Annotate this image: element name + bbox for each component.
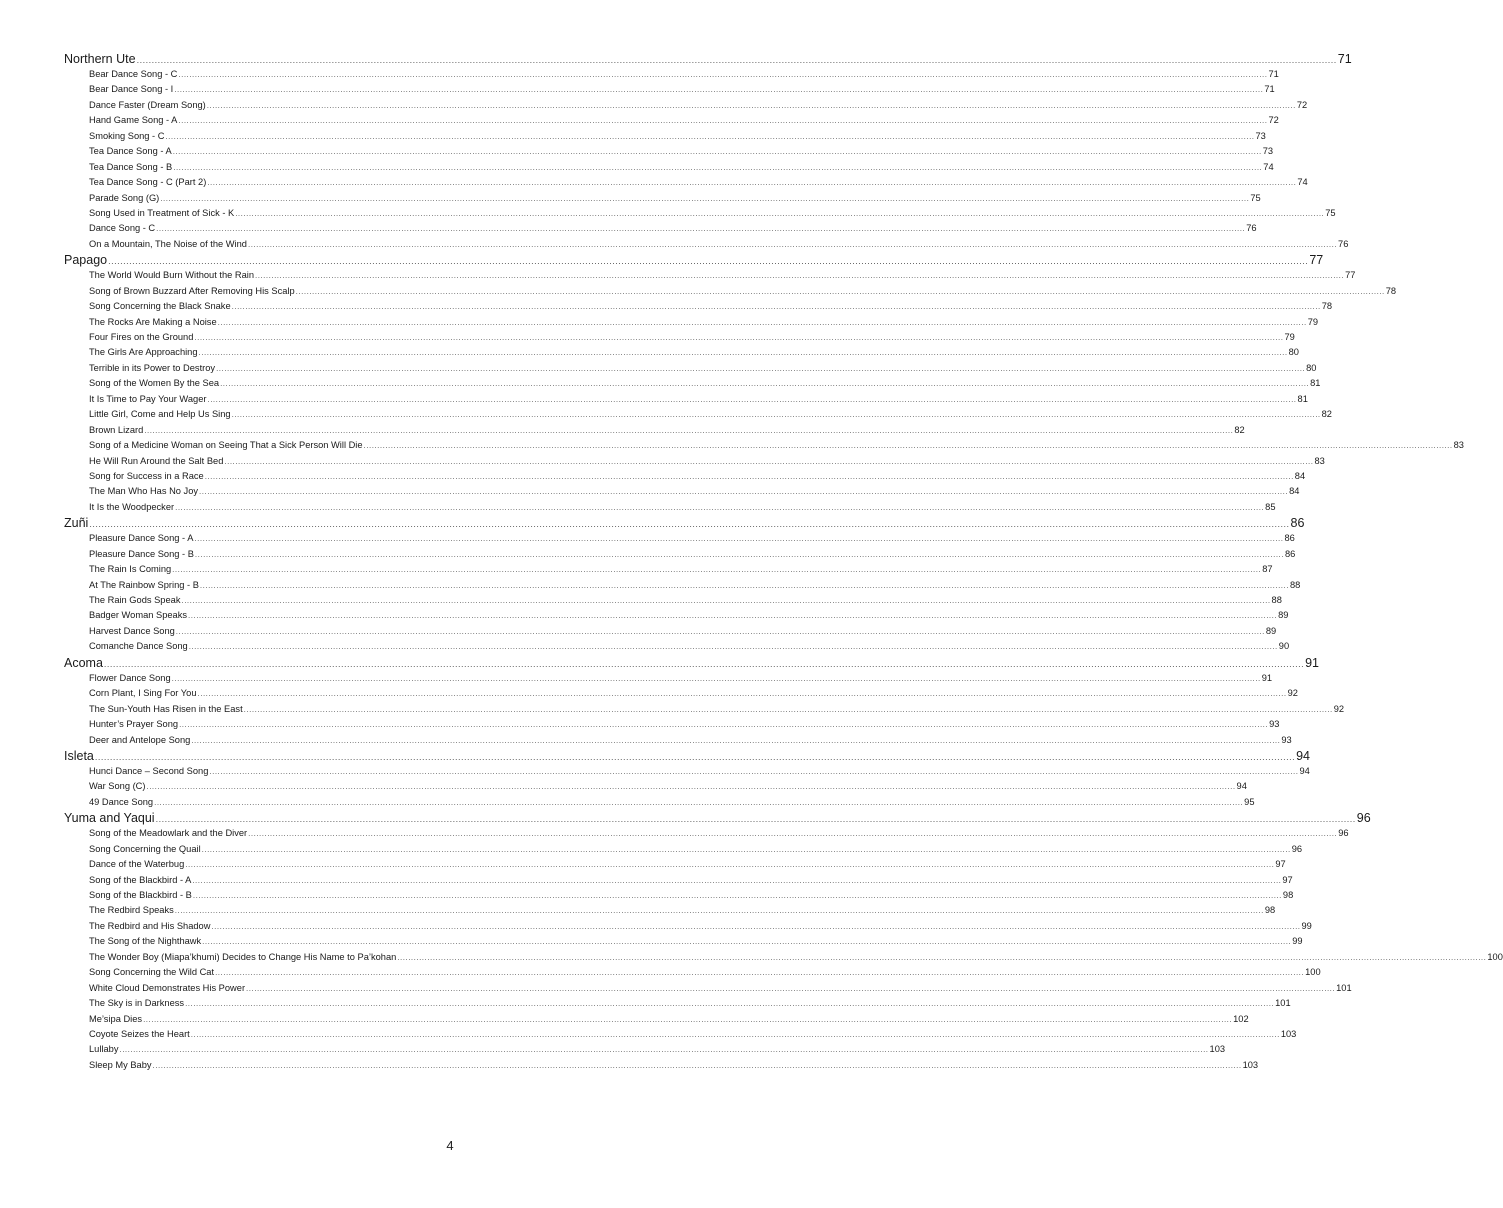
dot-leader: ................................................................................................................................................................................................................................................................................................................................................................................................................	[154, 797, 1244, 807]
entry-title: Parade Song (G)	[89, 192, 160, 203]
entry-page-number: 103	[1242, 1059, 1259, 1070]
entry-page-number: 89	[1265, 625, 1277, 636]
toc-entry	[64, 221, 1257, 236]
toc-entry	[64, 531, 1295, 546]
entry-page-number: 80	[1306, 362, 1317, 373]
entry-title: The Rocks Are Making a Noise	[89, 316, 217, 327]
dot-leader: ................................................................................................................................................................................................................................................................................................................................................................................................................	[202, 937, 1292, 947]
entry-page-number: 73	[1262, 146, 1274, 157]
toc-section-heading	[64, 515, 1305, 531]
entry-title: Song of the Blackbird - B	[89, 890, 192, 900]
toc-entry	[64, 717, 1280, 732]
dot-leader: ................................................................................................................................................................................................................................................................................................................................................................................................................	[255, 271, 1345, 281]
toc-entry	[64, 888, 1294, 903]
entry-title: White Cloud Demonstrates His Power	[89, 982, 246, 993]
dot-leader: ................................................................................................................................................................................................................................................................................................................................................................................................................	[172, 565, 1262, 575]
toc-entry	[64, 330, 1295, 345]
dot-leader: ................................................................................................................................................................................................................................................................................................................................................................................................................	[165, 131, 1255, 141]
toc-section-heading	[64, 810, 1371, 826]
entry-title: It Is Time to Pay Your Wager	[89, 393, 207, 404]
entry-page-number: 100	[1487, 951, 1503, 962]
dot-leader: ................................................................................................................................................................................................................................................................................................................................................................................................................	[209, 766, 1299, 776]
dot-leader: ................................................................................................................................................................................................................................................................................................................................................................................................................	[206, 100, 1296, 110]
dot-leader: ................................................................................................................................................................................................................................................................................................................................................................................................................	[155, 814, 1356, 825]
toc-entry	[64, 284, 1397, 299]
entry-title: Brown Lizard	[89, 424, 144, 435]
entry-page-number: 101	[1336, 982, 1352, 993]
entry-page-number: 96	[1338, 828, 1349, 839]
toc-entry	[64, 857, 1286, 872]
dot-leader: ................................................................................................................................................................................................................................................................................................................................................................................................................	[235, 208, 1325, 218]
entry-title: Song Concerning the Wild Cat	[89, 967, 215, 978]
entry-page-number: 103	[1209, 1044, 1226, 1055]
dot-leader: ................................................................................................................................................................................................................................................................................................................................................................................................................	[179, 720, 1269, 730]
dot-leader: ................................................................................................................................................................................................................................................................................................................................................................................................................	[243, 704, 1333, 714]
page-number: 4	[446, 1138, 454, 1153]
toc-entry	[64, 702, 1345, 717]
entry-page-number: 99	[1292, 936, 1303, 947]
dot-leader: ................................................................................................................................................................................................................................................................................................................................................................................................................	[172, 147, 1262, 157]
entry-page-number: 87	[1262, 564, 1273, 575]
entry-title: Sleep My Baby	[89, 1059, 152, 1070]
toc-entry	[64, 919, 1312, 934]
toc-section	[64, 51, 1352, 252]
entry-title: Song of the Blackbird - A	[89, 874, 192, 885]
toc-entry	[64, 423, 1245, 438]
section-page-number: 94	[1296, 748, 1310, 763]
entry-title: The Sky is in Darkness	[89, 998, 185, 1009]
table-of-contents	[64, 51, 1503, 1073]
dot-leader: ................................................................................................................................................................................................................................................................................................................................................................................................................	[178, 116, 1268, 126]
dot-leader: ................................................................................................................................................................................................................................................................................................................................................................................................................	[295, 286, 1385, 296]
dot-leader: ................................................................................................................................................................................................................................................................................................................................................................................................................	[207, 178, 1297, 188]
toc-entry	[64, 113, 1279, 128]
toc-entry	[64, 965, 1321, 980]
toc-entry	[64, 639, 1290, 654]
entry-title: The Redbird and His Shadow	[89, 920, 211, 931]
entry-title: The Girls Are Approaching	[89, 347, 198, 358]
entry-title: War Song (C)	[89, 781, 146, 792]
toc-section	[64, 515, 1305, 655]
entry-title: Tea Dance Song - A	[89, 146, 172, 157]
dot-leader: ................................................................................................................................................................................................................................................................................................................................................................................................................	[194, 534, 1284, 544]
dot-leader: ................................................................................................................................................................................................................................................................................................................................................................................................................	[199, 487, 1289, 497]
dot-leader: ................................................................................................................................................................................................................................................................................................................................................................................................................	[175, 626, 1265, 636]
dot-leader: ................................................................................................................................................................................................................................................................................................................................................................................................................	[152, 1060, 1242, 1070]
dot-leader: ................................................................................................................................................................................................................................................................................................................................................................................................................	[173, 162, 1263, 172]
entry-page-number: 72	[1268, 115, 1279, 126]
toc-entry	[64, 842, 1303, 857]
toc-entry	[64, 299, 1333, 314]
toc-entry	[64, 903, 1276, 918]
entry-page-number: 77	[1345, 270, 1356, 281]
entry-page-number: 95	[1244, 796, 1255, 807]
dot-leader: ................................................................................................................................................................................................................................................................................................................................................................................................................	[181, 596, 1271, 605]
dot-leader: ................................................................................................................................................................................................................................................................................................................................................................................................................	[144, 425, 1234, 435]
dot-leader: ................................................................................................................................................................................................................................................................................................................................................................................................................	[191, 735, 1281, 745]
entry-title: Dance Song - C	[89, 223, 156, 234]
toc-entry	[64, 779, 1247, 794]
entry-title: He Will Run Around the Salt Bed	[89, 455, 224, 466]
dot-leader: ................................................................................................................................................................................................................................................................................................................................................................................................................	[201, 844, 1291, 854]
dot-leader: ................................................................................................................................................................................................................................................................................................................................................................................................................	[174, 85, 1264, 95]
entry-page-number: 102	[1233, 1013, 1249, 1024]
toc-entry	[64, 1027, 1297, 1042]
entry-title: Song of Brown Buzzard After Removing His Scalp	[89, 285, 295, 296]
toc-entry	[64, 361, 1317, 376]
toc-entry	[64, 608, 1289, 623]
toc-entry	[64, 981, 1352, 996]
toc-entry	[64, 934, 1303, 949]
toc-entry	[64, 1012, 1249, 1027]
entry-page-number: 101	[1275, 998, 1291, 1009]
entry-title: Smoking Song - C	[89, 130, 165, 141]
entry-page-number: 93	[1281, 734, 1292, 745]
dot-leader: ................................................................................................................................................................................................................................................................................................................................................................................................................	[192, 875, 1282, 885]
toc-entry	[64, 484, 1300, 499]
entry-page-number: 99	[1301, 920, 1312, 931]
entry-title: Dance Faster (Dream Song)	[89, 99, 206, 110]
section-page-number: 71	[1337, 52, 1352, 66]
entry-page-number: 76	[1246, 223, 1257, 234]
entry-page-number: 88	[1271, 595, 1282, 605]
entry-page-number: 100	[1305, 967, 1321, 978]
entry-title: Lullaby	[89, 1044, 119, 1055]
dot-leader: ................................................................................................................................................................................................................................................................................................................................................................................................................	[197, 689, 1287, 699]
toc-entry	[64, 500, 1276, 515]
entry-title: Song Concerning the Quail	[89, 843, 201, 854]
dot-leader: ................................................................................................................................................................................................................................................................................................................................................................................................................	[171, 673, 1261, 683]
entry-page-number: 71	[1268, 69, 1279, 79]
toc-entry	[64, 593, 1282, 608]
entry-page-number: 83	[1314, 455, 1325, 466]
entry-page-number: 94	[1236, 781, 1247, 792]
entry-title: Terrible in its Power to Destroy	[89, 362, 216, 373]
entry-page-number: 78	[1385, 285, 1397, 296]
toc-section	[64, 655, 1345, 748]
toc-entry	[64, 671, 1273, 686]
toc-entry	[64, 144, 1274, 159]
dot-leader: ................................................................................................................................................................................................................................................................................................................................................................................................................	[178, 70, 1268, 79]
dot-leader: ................................................................................................................................................................................................................................................................................................................................................................................................................	[175, 502, 1265, 512]
entry-page-number: 93	[1269, 719, 1280, 730]
dot-leader: ................................................................................................................................................................................................................................................................................................................................................................................................................	[89, 519, 1290, 530]
entry-page-number: 96	[1291, 843, 1303, 854]
toc-entry	[64, 873, 1293, 888]
section-title: Papago	[64, 253, 108, 268]
entry-title: Deer and Antelope Song	[89, 734, 191, 745]
toc-entry	[64, 1058, 1259, 1073]
entry-page-number: 89	[1278, 610, 1289, 621]
entry-title: The Rain Is Coming	[89, 564, 172, 575]
section-page-number: 86	[1290, 516, 1305, 531]
dot-leader: ................................................................................................................................................................................................................................................................................................................................................................................................................	[231, 410, 1321, 420]
toc-entry	[64, 578, 1301, 593]
entry-page-number: 98	[1264, 905, 1276, 916]
entry-page-number: 88	[1289, 579, 1301, 590]
entry-title: Song of the Women By the Sea	[89, 378, 220, 389]
toc-entry	[64, 237, 1349, 252]
dot-leader: ................................................................................................................................................................................................................................................................................................................................................................................................................	[231, 302, 1321, 312]
toc-entry	[64, 469, 1306, 484]
entry-title: Tea Dance Song - C (Part 2)	[89, 177, 207, 188]
toc-section-heading	[64, 748, 1310, 764]
entry-page-number: 79	[1284, 332, 1295, 342]
dot-leader: ................................................................................................................................................................................................................................................................................................................................................................................................................	[188, 611, 1278, 621]
toc-entry	[64, 547, 1296, 562]
entry-page-number: 81	[1297, 393, 1308, 404]
toc-entry	[64, 175, 1308, 190]
entry-title: The Song of the Nighthawk	[89, 936, 202, 947]
toc-entry	[64, 392, 1308, 407]
entry-page-number: 86	[1284, 548, 1296, 559]
entry-page-number: 75	[1250, 192, 1261, 203]
entry-page-number: 80	[1288, 347, 1299, 358]
toc-section	[64, 748, 1310, 810]
entry-title: Comanche Dance Song	[89, 641, 188, 652]
entry-page-number: 82	[1321, 409, 1332, 420]
entry-title: Song Concerning the Black Snake	[89, 301, 231, 312]
toc-section-heading	[64, 252, 1324, 268]
toc-entry	[64, 826, 1349, 841]
entry-title: Song of a Medicine Woman on Seeing That a Sick Person Will Die	[89, 440, 363, 451]
entry-page-number: 76	[1338, 238, 1349, 249]
entry-page-number: 91	[1261, 672, 1273, 683]
dot-leader: ................................................................................................................................................................................................................................................................................................................................................................................................................	[363, 441, 1453, 451]
dot-leader: ................................................................................................................................................................................................................................................................................................................................................................................................................	[143, 1014, 1233, 1024]
entry-page-number: 72	[1296, 99, 1308, 110]
dot-leader: ................................................................................................................................................................................................................................................................................................................................................................................................................	[397, 952, 1487, 962]
entry-title: The Sun-Youth Has Risen in the East	[89, 703, 243, 714]
section-title: Northern Ute	[64, 52, 136, 66]
dot-leader: ................................................................................................................................................................................................................................................................................................................................................................................................................	[156, 224, 1246, 234]
dot-leader: ................................................................................................................................................................................................................................................................................................................................................................................................................	[185, 860, 1275, 870]
entry-page-number: 81	[1310, 378, 1321, 389]
entry-page-number: 84	[1294, 470, 1306, 481]
dot-leader: ................................................................................................................................................................................................................................................................................................................................................................................................................	[207, 394, 1297, 404]
entry-page-number: 98	[1282, 890, 1294, 900]
toc-entry	[64, 191, 1261, 206]
toc-section-heading	[64, 655, 1320, 671]
dot-leader: ................................................................................................................................................................................................................................................................................................................................................................................................................	[247, 239, 1338, 249]
entry-page-number: 94	[1299, 765, 1310, 776]
toc-section	[64, 810, 1503, 1073]
dot-leader: ................................................................................................................................................................................................................................................................................................................................................................................................................	[188, 642, 1278, 652]
section-title: Zuñi	[64, 516, 89, 531]
entry-title: Badger Woman Speaks	[89, 610, 188, 621]
entry-title: Bear Dance Song - C	[89, 69, 178, 79]
entry-title: The Redbird Speaks	[89, 905, 174, 916]
toc-entry	[64, 764, 1310, 779]
entry-title: At The Rainbow Spring - B	[89, 579, 199, 590]
toc-entry	[64, 454, 1325, 469]
toc-entry	[64, 98, 1308, 113]
entry-title: On a Mountain, The Noise of the Wind	[89, 238, 247, 249]
toc-entry	[64, 376, 1321, 391]
dot-leader: ................................................................................................................................................................................................................................................................................................................................................................................................................	[103, 658, 1305, 669]
dot-leader: ................................................................................................................................................................................................................................................................................................................................................................................................................	[215, 968, 1305, 978]
toc-entry	[64, 206, 1336, 221]
entry-title: The Wonder Boy (Miapa’khumi) Decides to Change His Name to Pa’kohan	[89, 951, 397, 962]
dot-leader: ................................................................................................................................................................................................................................................................................................................................................................................................................	[211, 921, 1301, 931]
dot-leader: ................................................................................................................................................................................................................................................................................................................................................................................................................	[146, 782, 1236, 792]
section-page-number: 96	[1356, 811, 1371, 826]
entry-title: Pleasure Dance Song - A	[89, 533, 194, 544]
dot-leader: ................................................................................................................................................................................................................................................................................................................................................................................................................	[198, 348, 1288, 358]
entry-page-number: 82	[1234, 424, 1245, 435]
entry-title: Song for Success in a Race	[89, 470, 204, 481]
entry-title: 49 Dance Song	[89, 796, 154, 807]
dot-leader: ................................................................................................................................................................................................................................................................................................................................................................................................................	[136, 55, 1337, 65]
dot-leader: ................................................................................................................................................................................................................................................................................................................................................................................................................	[216, 363, 1306, 373]
toc-entry	[64, 795, 1255, 810]
section-title: Yuma and Yaqui	[64, 811, 155, 826]
dot-leader: ................................................................................................................................................................................................................................................................................................................................................................................................................	[194, 333, 1284, 342]
dot-leader: ................................................................................................................................................................................................................................................................................................................................................................................................................	[108, 256, 1309, 267]
dot-leader: ................................................................................................................................................................................................................................................................................................................................................................................................................	[217, 317, 1307, 327]
dot-leader: ................................................................................................................................................................................................................................................................................................................................................................................................................	[190, 1029, 1280, 1039]
entry-page-number: 79	[1307, 316, 1319, 327]
toc-entry	[64, 733, 1292, 748]
entry-title: The Rain Gods Speak	[89, 595, 181, 605]
dot-leader: ................................................................................................................................................................................................................................................................................................................................................................................................................	[185, 999, 1275, 1009]
entry-page-number: 71	[1264, 84, 1275, 95]
entry-title: Corn Plant, I Sing For You	[89, 688, 197, 699]
toc-entry	[64, 345, 1299, 360]
section-title: Acoma	[64, 655, 103, 670]
entry-title: Pleasure Dance Song - B	[89, 548, 194, 559]
entry-page-number: 90	[1278, 641, 1290, 652]
toc-entry	[64, 268, 1356, 283]
entry-title: Flower Dance Song	[89, 672, 171, 683]
entry-title: Coyote Seizes the Heart	[89, 1028, 190, 1039]
toc-entry	[64, 438, 1464, 453]
entry-title: Me’sipa Dies	[89, 1013, 143, 1024]
entry-page-number: 92	[1333, 703, 1345, 714]
dot-leader: ................................................................................................................................................................................................................................................................................................................................................................................................................	[246, 983, 1336, 993]
entry-title: Harvest Dance Song	[89, 625, 175, 636]
dot-leader: ................................................................................................................................................................................................................................................................................................................................................................................................................	[204, 471, 1294, 481]
section-page-number: 91	[1305, 655, 1320, 670]
dot-leader: ................................................................................................................................................................................................................................................................................................................................................................................................................	[192, 891, 1282, 900]
section-page-number: 77	[1309, 253, 1324, 268]
toc-entry	[64, 1042, 1226, 1057]
toc-entry	[64, 996, 1291, 1011]
entry-title: Hunter’s Prayer Song	[89, 719, 179, 730]
entry-page-number: 84	[1289, 486, 1300, 497]
section-title: Isleta	[64, 748, 94, 763]
dot-leader: ................................................................................................................................................................................................................................................................................................................................................................................................................	[160, 193, 1250, 203]
dot-leader: ................................................................................................................................................................................................................................................................................................................................................................................................................	[199, 580, 1289, 590]
toc-entry	[64, 129, 1266, 144]
entry-title: Tea Dance Song - B	[89, 161, 173, 172]
dot-leader: ................................................................................................................................................................................................................................................................................................................................................................................................................	[174, 906, 1264, 916]
entry-title: Song Used in Treatment of Sick - K	[89, 207, 235, 218]
dot-leader: ................................................................................................................................................................................................................................................................................................................................................................................................................	[224, 456, 1314, 466]
toc-entry	[64, 315, 1319, 330]
entry-title: Dance of the Waterbug	[89, 859, 185, 870]
entry-title: Little Girl, Come and Help Us Sing	[89, 409, 231, 420]
entry-page-number: 86	[1284, 533, 1295, 544]
toc-entry	[64, 950, 1503, 965]
toc-entry	[64, 160, 1274, 175]
dot-leader: ................................................................................................................................................................................................................................................................................................................................................................................................................	[119, 1045, 1209, 1055]
entry-title: It Is the Woodpecker	[89, 501, 175, 512]
toc-entry	[64, 407, 1332, 422]
toc-section-heading	[64, 51, 1352, 67]
entry-page-number: 97	[1275, 859, 1286, 870]
entry-title: Four Fires on the Ground	[89, 332, 194, 342]
entry-page-number: 74	[1263, 161, 1274, 172]
entry-title: Hunci Dance – Second Song	[89, 765, 209, 776]
toc-entry	[64, 82, 1275, 97]
entry-title: The Man Who Has No Joy	[89, 486, 199, 497]
entry-title: Song of the Meadowlark and the Diver	[89, 828, 248, 839]
entry-title: Hand Game Song - A	[89, 115, 178, 126]
entry-page-number: 85	[1265, 501, 1276, 512]
entry-page-number: 83	[1453, 440, 1464, 451]
entry-page-number: 92	[1287, 688, 1298, 699]
entry-title: Bear Dance Song - I	[89, 84, 174, 95]
dot-leader: ................................................................................................................................................................................................................................................................................................................................................................................................................	[220, 379, 1310, 389]
toc-entry	[64, 624, 1277, 639]
entry-page-number: 78	[1321, 301, 1333, 312]
entry-title: The World Would Burn Without the Rain	[89, 270, 255, 281]
entry-page-number: 75	[1325, 207, 1336, 218]
dot-leader: ................................................................................................................................................................................................................................................................................................................................................................................................................	[94, 751, 1296, 762]
toc-section	[64, 252, 1464, 515]
dot-leader: ................................................................................................................................................................................................................................................................................................................................................................................................................	[194, 549, 1284, 559]
toc-entry	[64, 686, 1298, 701]
entry-page-number: 103	[1280, 1028, 1297, 1039]
entry-page-number: 73	[1255, 130, 1266, 141]
dot-leader: ................................................................................................................................................................................................................................................................................................................................................................................................................	[248, 829, 1338, 839]
toc-entry	[64, 562, 1273, 577]
toc-entry	[64, 67, 1279, 82]
entry-page-number: 74	[1297, 177, 1308, 188]
entry-page-number: 97	[1282, 874, 1293, 885]
